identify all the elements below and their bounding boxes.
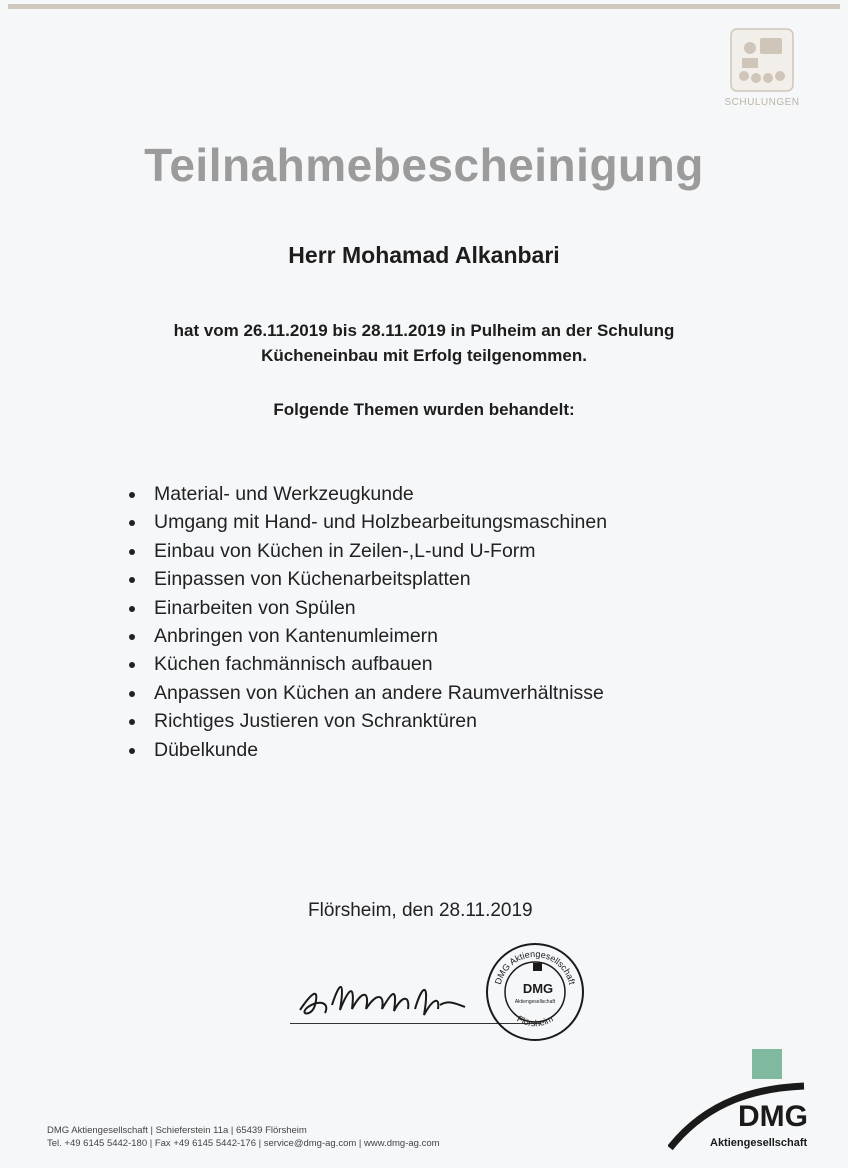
course-line-2: Kücheneinbau mit Erfolg teilgenommen.: [261, 346, 587, 365]
topics-heading: Folgende Themen wurden behandelt:: [273, 400, 575, 419]
list-item: Anpassen von Küchen an andere Raumverhältnisse: [127, 679, 607, 707]
list-item: Einarbeiten von Spülen: [127, 594, 607, 622]
footer: [47, 1124, 440, 1150]
stamp-top-text: DMG Aktiengesellschaft: [492, 948, 578, 986]
list-item: Einpassen von Küchenarbeitsplatten: [127, 565, 607, 593]
list-item: Küchen fachmännisch aufbauen: [127, 650, 607, 678]
logo-label: SCHULUNGEN: [724, 97, 800, 108]
place-date: Flörsheim, den 28.11.2019: [308, 900, 533, 921]
top-border: [8, 4, 840, 9]
topics-list: [127, 480, 607, 764]
signature-icon: [290, 965, 490, 1025]
stamp-sub-text: Aktiengesellschaft: [514, 999, 556, 1005]
list-item: Dübelkunde: [127, 736, 607, 764]
brand-sub: Aktiengesellschaft: [710, 1137, 808, 1149]
accent-square: [752, 1049, 782, 1079]
course-statement: [0, 318, 848, 368]
list-item: Umgang mit Hand- und Holzbearbeitungsmaschinen: [127, 508, 607, 536]
stamp-bottom-text: Flörsheim: [515, 1013, 555, 1029]
list-item: Anbringen von Kantenumleimern: [127, 622, 607, 650]
stamp-center-text: DMG: [522, 981, 554, 996]
recipient-name: Herr Mohamad Alkanbari: [288, 242, 560, 268]
svg-text:Flörsheim: [515, 1014, 554, 1029]
training-logo-icon: [730, 28, 794, 94]
brand-name: DMG: [738, 1100, 808, 1133]
footer-address: DMG Aktiengesellschaft | Schieferstein 11a | 65439 Flörsheim: [47, 1125, 307, 1136]
company-stamp-icon: [480, 937, 590, 1047]
course-line-1: hat vom 26.11.2019 bis 28.11.2019 in Pulheim an der Schulung: [173, 321, 675, 340]
footer-contact: Tel. +49 6145 5442-180 | Fax +49 6145 5442-176 | service@dmg-ag.com | www.dmg-ag.com: [47, 1138, 440, 1149]
list-item: Einbau von Küchen in Zeilen-,L-und U-Form: [127, 537, 607, 565]
page-title: Teilnahmebescheinigung: [144, 139, 704, 191]
list-item: Material- und Werkzeugkunde: [127, 480, 607, 508]
list-item: Richtiges Justieren von Schranktüren: [127, 707, 607, 735]
dmg-logo-icon: [668, 1080, 808, 1152]
